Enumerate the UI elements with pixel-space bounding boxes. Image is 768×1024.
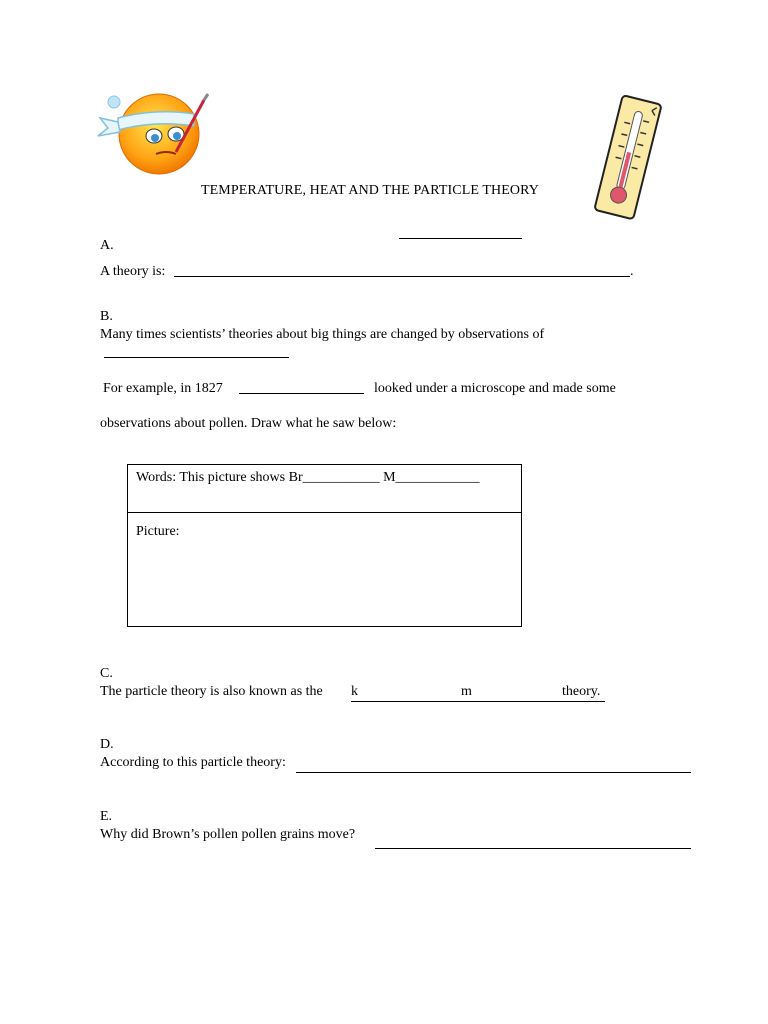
section-c-m: m bbox=[461, 684, 472, 699]
section-d-prompt: According to this particle theory: bbox=[100, 755, 286, 770]
picture-label: Picture: bbox=[136, 524, 180, 539]
section-e-label: E. bbox=[100, 809, 113, 824]
answer-line-e[interactable] bbox=[375, 848, 691, 849]
section-a-end: . bbox=[630, 264, 634, 279]
section-b-draw-prompt: observations about pollen. Draw what he saw below: bbox=[100, 416, 397, 431]
section-c-end: theory. bbox=[562, 684, 601, 699]
section-a-label: A. bbox=[100, 238, 114, 253]
page-title: TEMPERATURE, HEAT AND THE PARTICLE THEORY bbox=[201, 183, 539, 198]
words-label[interactable]: Words: This picture shows Br___________ M____________ bbox=[136, 470, 480, 485]
section-b-example-start: For example, in 1827 bbox=[103, 381, 223, 396]
section-e-prompt: Why did Brown’s pollen pollen grains move? bbox=[100, 827, 356, 842]
drawing-box bbox=[127, 464, 522, 627]
answer-line-b2[interactable] bbox=[239, 393, 364, 394]
name-line bbox=[399, 238, 522, 239]
sun-icon bbox=[96, 92, 214, 178]
section-b-example-end: looked under a microscope and made some bbox=[374, 381, 616, 396]
section-c-k: k bbox=[351, 684, 358, 699]
section-d-label: D. bbox=[100, 737, 114, 752]
answer-line-d[interactable] bbox=[296, 772, 691, 773]
section-c-label: C. bbox=[100, 666, 113, 681]
section-a-prompt: A theory is: bbox=[100, 264, 166, 279]
picture-row[interactable] bbox=[128, 513, 521, 626]
answer-line-b1[interactable] bbox=[104, 357, 289, 358]
section-b-label: B. bbox=[100, 309, 113, 324]
answer-line-a[interactable] bbox=[174, 276, 630, 277]
section-c-prompt: The particle theory is also known as the bbox=[100, 684, 323, 699]
answer-line-c[interactable] bbox=[351, 701, 605, 702]
section-b-prompt: Many times scientists’ theories about big things are changed by observations of bbox=[100, 327, 545, 342]
thermometer-icon bbox=[584, 92, 670, 222]
words-row bbox=[128, 465, 521, 513]
